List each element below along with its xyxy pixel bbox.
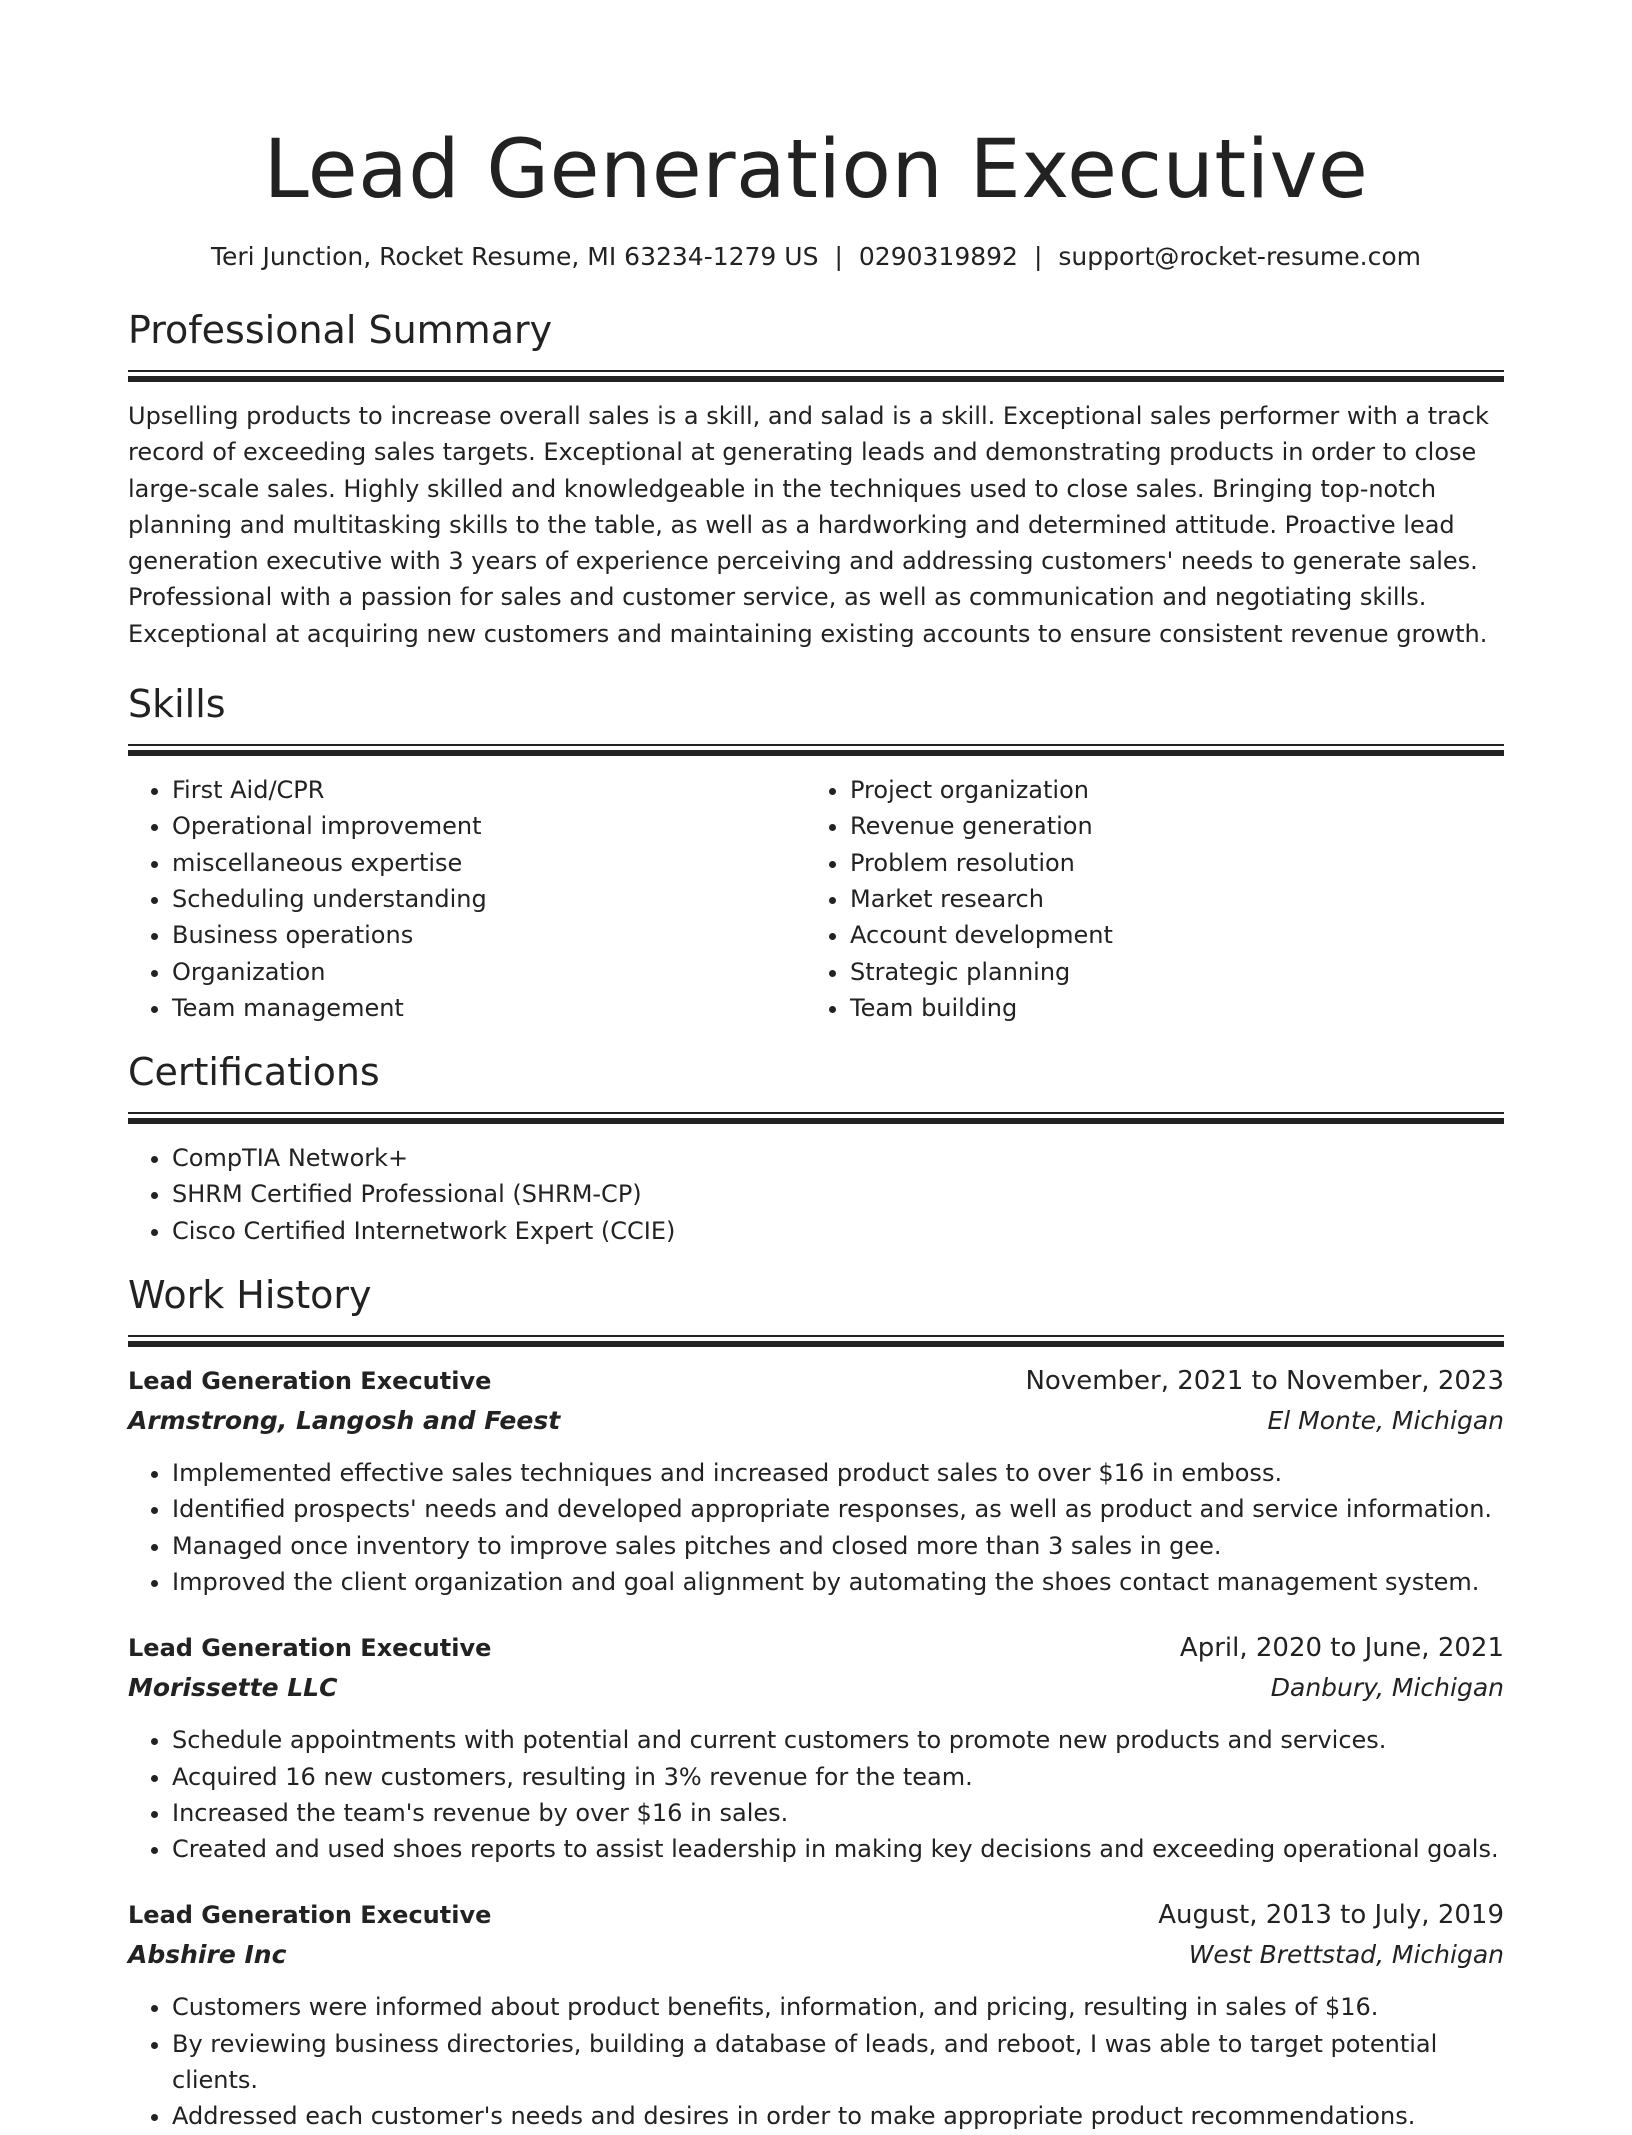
job-title: Lead Generation Executive xyxy=(128,1367,492,1396)
contact-phone: 0290319892 xyxy=(858,242,1018,271)
contact-separator: | xyxy=(834,242,843,271)
certification-item: • SHRM Certified Professional (SHRM-CP) xyxy=(172,1176,1504,1212)
job-bullet: • Customers were informed about product benefits, information, and pricing, resulting in sales of $16. xyxy=(172,1989,1504,2025)
job-company: Armstrong, Langosh and Feest xyxy=(128,1406,561,1436)
job-header xyxy=(128,1628,1504,1668)
job-location: West Brettstad, Michigan xyxy=(1188,1940,1504,1970)
job-bullet: • Improved the client organization and goal alignment by automating the shoes contact management system. xyxy=(172,1564,1504,1600)
skill-item: • Account development xyxy=(850,917,1484,953)
skills-grid xyxy=(128,772,1504,1026)
job-title: Lead Generation Executive xyxy=(128,1634,492,1663)
skill-item: • Market research xyxy=(850,881,1484,917)
job-header xyxy=(128,1895,1504,1935)
job-dates: April, 2020 to June, 2021 xyxy=(1179,1633,1504,1664)
section-title-summary: Professional Summary xyxy=(128,308,553,352)
resume-name: Lead Generation Executive xyxy=(263,123,1369,217)
job-location: Danbury, Michigan xyxy=(1270,1673,1504,1703)
job-bullets xyxy=(128,1455,1504,1600)
job-subheader xyxy=(128,1935,1504,1975)
job-bullet: • Managed once inventory to improve sales pitches and closed more than 3 sales in gee. xyxy=(172,1528,1504,1564)
skill-item: • Problem resolution xyxy=(850,845,1484,881)
resume-page xyxy=(128,120,1504,2135)
certifications-section xyxy=(128,1048,1504,1249)
skill-item: • Operational improvement xyxy=(172,808,806,844)
job-title: Lead Generation Executive xyxy=(128,1901,492,1930)
skill-item: • Revenue generation xyxy=(850,808,1484,844)
job-bullet: • By reviewing business directories, building a database of leads, and reboot, I was able to target potential clients. xyxy=(172,2026,1504,2099)
certification-item: • Cisco Certified Internetwork Expert (CCIE) xyxy=(172,1213,1504,1249)
contact-separator: | xyxy=(1033,242,1043,271)
job-subheader xyxy=(128,1401,1504,1441)
certification-item: • CompTIA Network+ xyxy=(172,1140,1504,1176)
contact-email: support@rocket-resume.com xyxy=(1058,242,1422,271)
summary-text: Upselling products to increase overall sales is a skill, and salad is a skill. Exceptional sales performer with a track record of exceeding sales targets. Exceptional at generating leads and demonstrating products in order to close large-scale sales. Highly skilled and knowledgeable in the techniques used to close sales. Bringing top-notch planning and multitasking skills to the table, as well as a hardworking and determined attitude. Proactive lead generation executive with 3 years of experience perceiving and addressing customers' needs to generate sales. Professional with a passion for sales and customer service, as well as communication and negotiating skills. Exceptional at acquiring new customers and maintaining existing accounts to ensure consistent revenue growth. xyxy=(128,402,1489,648)
job-bullet: • Acquired 16 new customers, resulting in 3% revenue for the team. xyxy=(172,1759,1504,1795)
job-subheader xyxy=(128,1668,1504,1708)
summary-section xyxy=(128,306,1504,652)
job-location: El Monte, Michigan xyxy=(1267,1406,1504,1436)
job-bullet: • Schedule appointments with potential and current customers to promote new products and services. xyxy=(172,1722,1504,1758)
skill-item: • Team building xyxy=(850,990,1484,1026)
skill-item: • First Aid/CPR xyxy=(172,772,806,808)
job-entry xyxy=(128,1361,1504,1600)
job-company: Abshire Inc xyxy=(128,1940,287,1970)
skill-item: • Team management xyxy=(172,990,806,1026)
section-title-certifications: Certifications xyxy=(128,1050,380,1095)
job-company: Morissette LLC xyxy=(128,1673,338,1703)
contact-address: Teri Junction, Rocket Resume, MI 63234-1279 US xyxy=(210,242,819,271)
skills-section xyxy=(128,680,1504,1026)
section-divider xyxy=(128,1335,1504,1347)
section-divider xyxy=(128,370,1504,382)
job-bullet: • Implemented effective sales techniques and increased product sales to over $16 in emboss. xyxy=(172,1455,1504,1491)
skill-item: • Organization xyxy=(172,954,806,990)
skill-item: • Project organization xyxy=(850,772,1484,808)
job-bullet: • Identified prospects' needs and developed appropriate responses, as well as product and service information. xyxy=(172,1491,1504,1527)
section-divider xyxy=(128,1112,1504,1124)
work-history-section xyxy=(128,1271,1504,2135)
section-divider xyxy=(128,744,1504,756)
certifications-list xyxy=(128,1140,1504,1249)
job-bullet: • Addressed each customer's needs and desires in order to make appropriate product recommendations. xyxy=(172,2098,1504,2134)
job-dates: November, 2021 to November, 2023 xyxy=(1025,1366,1504,1397)
job-bullet: • Increased the team's revenue by over $16 in sales. xyxy=(172,1795,1504,1831)
section-title-work-history: Work History xyxy=(128,1273,372,1318)
skills-list-right xyxy=(806,772,1484,1026)
job-bullets xyxy=(128,1989,1504,2134)
section-title-skills: Skills xyxy=(128,682,226,727)
skill-item: • miscellaneous expertise xyxy=(172,845,806,881)
skill-item: • Business operations xyxy=(172,917,806,953)
skill-item: • Scheduling understanding xyxy=(172,881,806,917)
job-entry xyxy=(128,1895,1504,2134)
contact-line xyxy=(128,240,1504,274)
job-bullet: • Created and used shoes reports to assist leadership in making key decisions and exceeding operational goals. xyxy=(172,1831,1504,1867)
job-bullets xyxy=(128,1722,1504,1867)
job-entry xyxy=(128,1628,1504,1867)
skills-list-left xyxy=(128,772,806,1026)
skill-item: • Strategic planning xyxy=(850,954,1484,990)
job-header xyxy=(128,1361,1504,1401)
job-dates: August, 2013 to July, 2019 xyxy=(1158,1900,1504,1931)
